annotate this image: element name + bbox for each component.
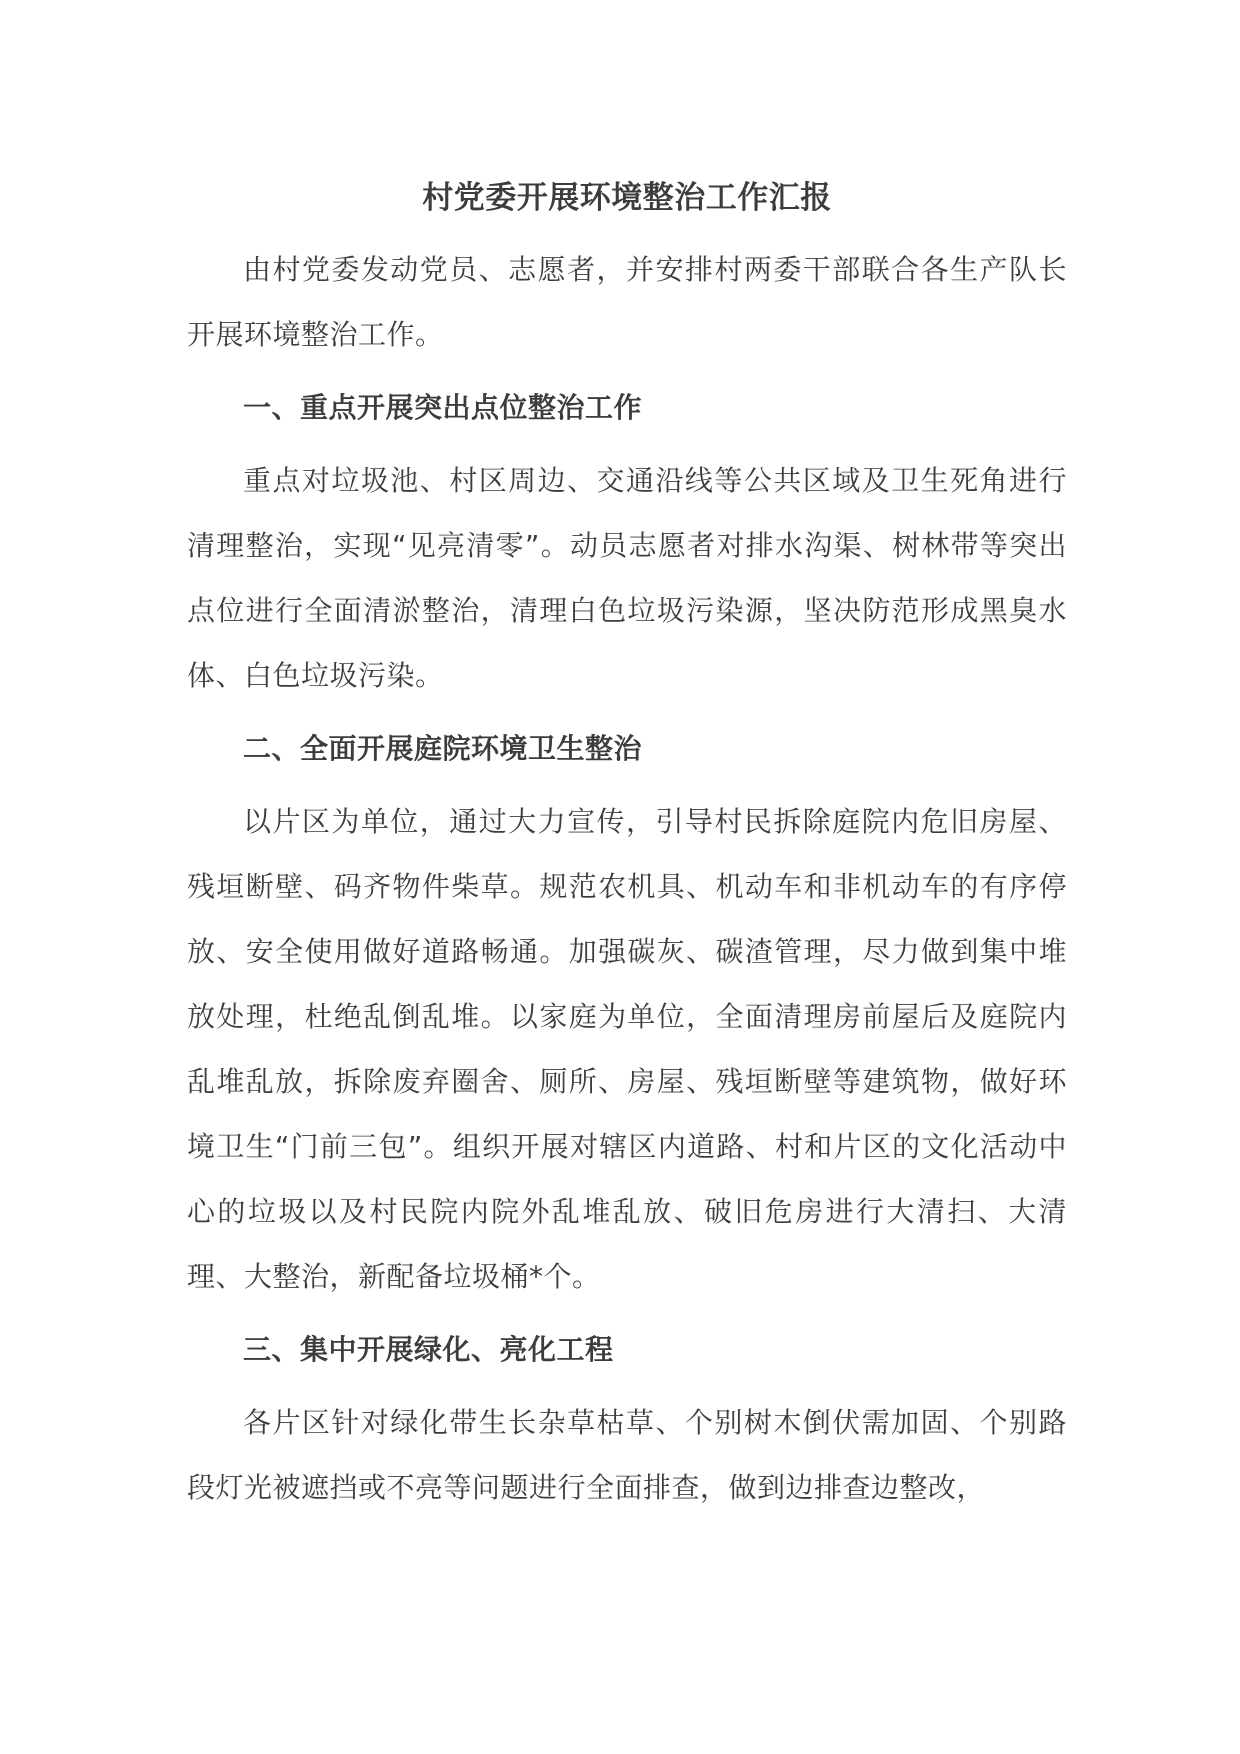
section-2-paragraph: 以片区为单位，通过大力宣传，引导村民拆除庭院内危旧房屋、残垣断壁、码齐物件柴草。规范农机具、机动车和非机动车的有序停放、安全使用做好道路畅通。加强碳灰、碳渣管理，尽力做到集中堆放处理，杜绝乱倒乱堆。以家庭为单位，全面清理房前屋后及庭院内乱堆乱放，拆除废弃圈舍、厕所、房屋、残垣断壁等建筑物，做好环境卫生“门前三包”。组织开展对辖区内道路、村和片区的文化活动中心的垃圾以及村民院内院外乱堆乱放、破旧危房进行大清扫、大清理、大整治，新配备垃圾桶*个。 <box>187 805 1067 1293</box>
section-1-paragraph: 重点对垃圾池、村区周边、交通沿线等公共区域及卫生死角进行清理整治，实现“见亮清零”。动员志愿者对排水沟渠、树林带等突出点位进行全面清淤整治，清理白色垃圾污染源，坚决防范形成黑臭水体、白色垃圾污染。 <box>187 464 1067 692</box>
document-title: 村党委开展环境整治工作汇报 <box>422 180 832 216</box>
section-1-heading: 一、重点开展突出点位整治工作 <box>243 391 643 424</box>
section-3-heading: 三、集中开展绿化、亮化工程 <box>243 1333 614 1366</box>
section-3-paragraph: 各片区针对绿化带生长杂草枯草、个别树木倒伏需加固、个别路段灯光被遮挡或不亮等问题进行全面排查，做到边排查边整改， <box>187 1406 1067 1504</box>
intro-paragraph: 由村党委发动党员、志愿者，并安排村两委干部联合各生产队长开展环境整治工作。 <box>187 253 1067 351</box>
document-body <box>187 168 1067 1520</box>
section-2-heading: 二、全面开展庭院环境卫生整治 <box>243 732 643 765</box>
